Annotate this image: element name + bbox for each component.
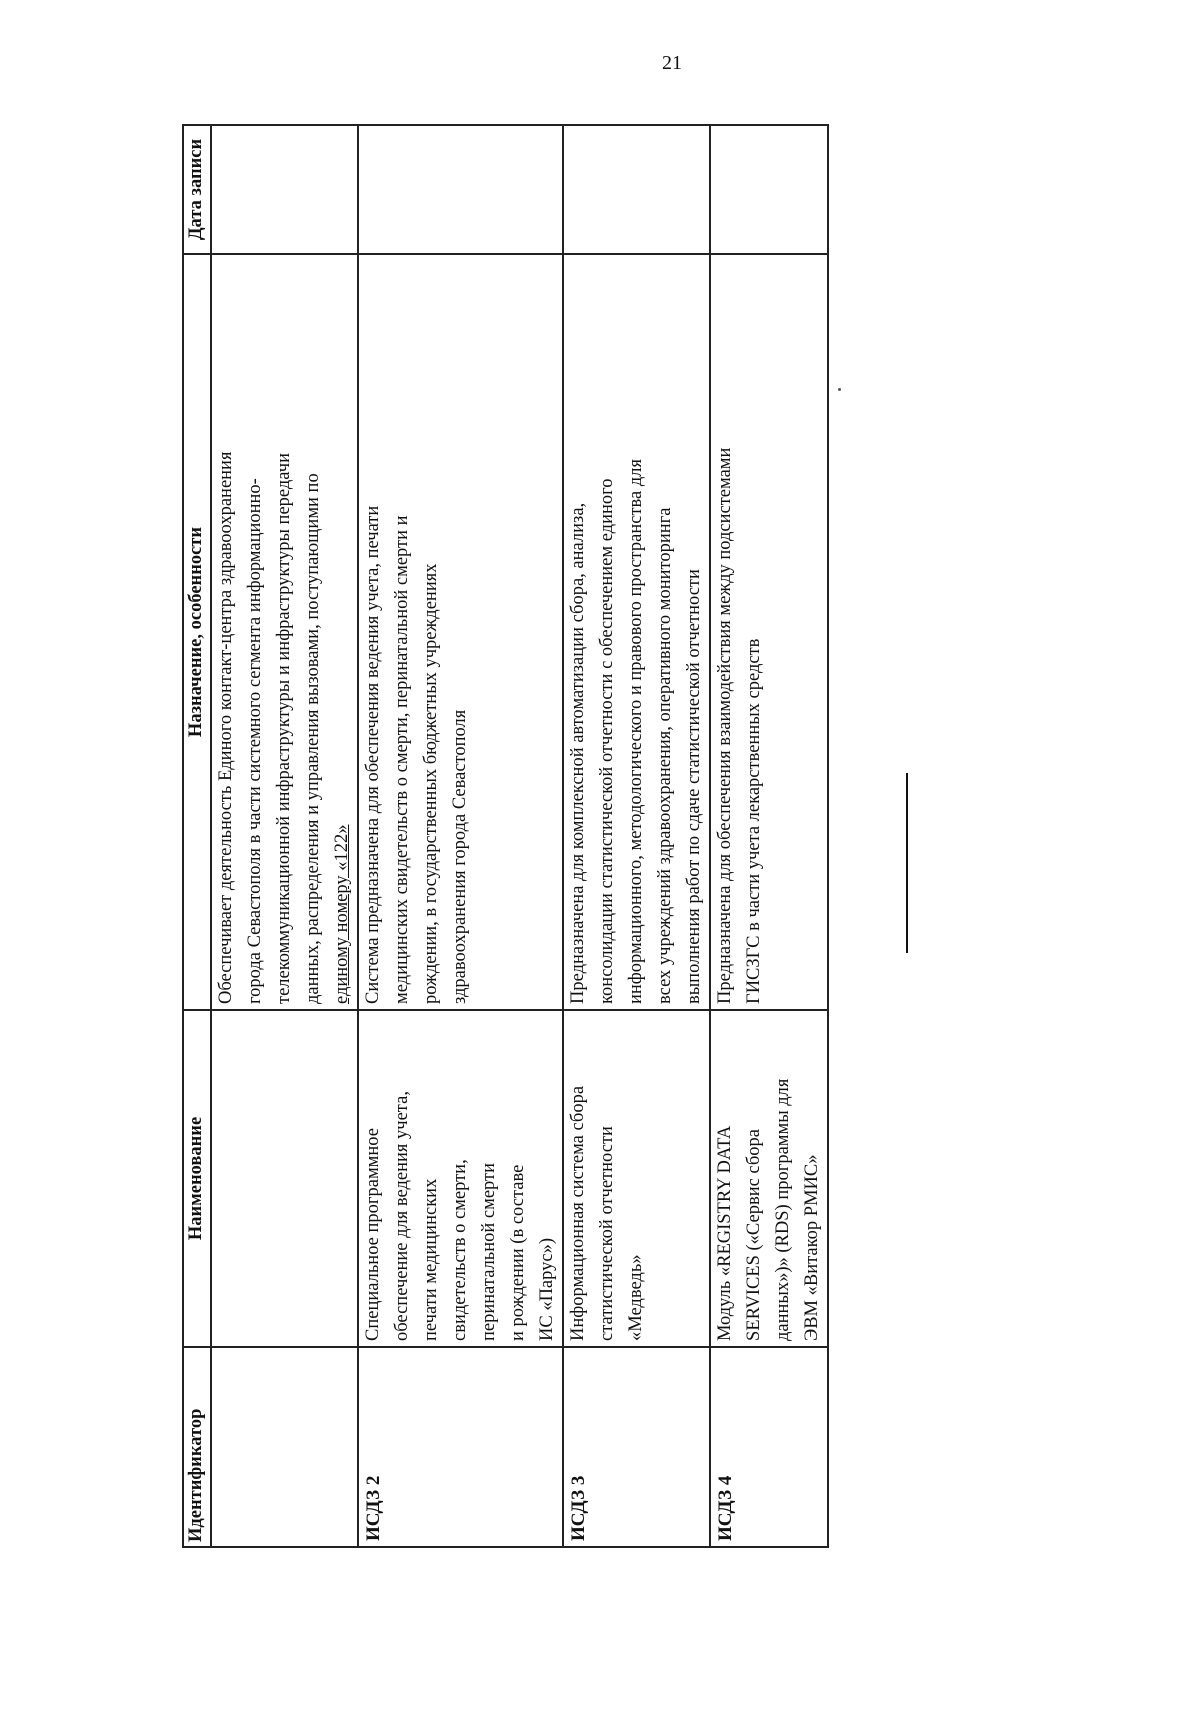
end-line: [906, 773, 908, 953]
name-line: данных»)» (RDS) программы для: [773, 1078, 793, 1341]
table-row: [358, 125, 563, 1547]
purpose-line: здравоохранения города Севастополя: [450, 709, 470, 1004]
table-row: [563, 125, 710, 1547]
purpose-line: Предназначена для комплексной автоматизации сбора, анализа,: [568, 502, 588, 1004]
purpose-line: ГИСЗГС в части учета лекарственных средств: [744, 638, 764, 1004]
name-line: ИС «Парус»): [537, 1237, 557, 1341]
purpose-line: Обеспечивает деятельность Единого контакт-центра здравоохранения: [216, 451, 236, 1004]
header-date: Дата записи: [183, 125, 211, 254]
cell-identifier: ИСДЗ 2: [358, 1347, 563, 1547]
header-name: Наименование: [183, 1010, 211, 1347]
table-row: [211, 125, 358, 1547]
purpose-line: телекоммуникационной инфраструктуры и инфраструктуры передачи: [274, 453, 294, 1004]
cell-date: [710, 125, 828, 254]
name-line: печати медицинских: [421, 1178, 441, 1341]
name-line: ЭВМ «Витакор РМИС»: [802, 1154, 822, 1341]
header-identifier: Идентификатор: [183, 1347, 211, 1547]
name-line: «Медведь»: [626, 1254, 646, 1341]
name-line: Специальное программное: [363, 1128, 383, 1341]
page-number: 21: [662, 52, 682, 74]
purpose-line: города Севастополя в части системного сегмента информационно-: [245, 478, 265, 1004]
registry-table: [182, 124, 829, 1548]
purpose-line: медицинских свидетельств о смерти, перинатальной смерти и: [392, 515, 412, 1004]
name-line: статистической отчетности: [597, 1126, 617, 1341]
cell-identifier: [211, 1347, 358, 1547]
name-line: свидетельств о смерти,: [450, 1159, 470, 1341]
table-header-row: [183, 125, 211, 1547]
cell-name: [358, 1010, 563, 1347]
purpose-line: консолидации статистической отчетности с обеспечением единого: [597, 478, 617, 1004]
name-line: Модуль «REGISTRY DATA: [715, 1125, 735, 1341]
header-purpose: Назначение, особенности: [183, 254, 211, 1010]
table-row: [710, 125, 828, 1547]
purpose-line: Предназначена для обеспечения взаимодействия между подсистемами: [715, 447, 735, 1004]
name-line: Информационная система сбора: [568, 1085, 588, 1341]
registry-table-rotated: [182, 126, 822, 1548]
cell-date: [563, 125, 710, 254]
purpose-line: единому номеру «122»: [332, 824, 352, 1004]
name-line: SERVICES («Сервис сбора: [744, 1129, 764, 1341]
cell-date: [358, 125, 563, 254]
purpose-line: Система предназначена для обеспечения ведения учета, печати: [363, 505, 383, 1004]
purpose-line: всех учреждений здравоохранения, оперативного мониторинга: [655, 507, 675, 1004]
name-line: перинатальной смерти: [479, 1162, 499, 1341]
purpose-line: данных, распределения и управления вызовами, поступающими по: [303, 473, 323, 1004]
name-line: обеспечение для ведения учета,: [392, 1091, 412, 1341]
purpose-line: выполнения работ по сдаче статистической отчетности: [684, 569, 704, 1004]
cell-purpose: [563, 254, 710, 1010]
cell-purpose: [211, 254, 358, 1010]
cell-purpose: [358, 254, 563, 1010]
purpose-line: рождении, в государственных бюджетных учреждениях: [421, 563, 441, 1004]
scan-speck: [838, 388, 841, 391]
cell-date: [211, 125, 358, 254]
purpose-line: информационного, методологического и правового пространства для: [626, 458, 646, 1004]
cell-name: [211, 1010, 358, 1347]
cell-identifier: ИСДЗ 4: [710, 1347, 828, 1547]
cell-purpose: [710, 254, 828, 1010]
name-line: и рождении (в составе: [508, 1164, 528, 1341]
cell-name: [563, 1010, 710, 1347]
cell-name: [710, 1010, 828, 1347]
cell-identifier: ИСДЗ 3: [563, 1347, 710, 1547]
